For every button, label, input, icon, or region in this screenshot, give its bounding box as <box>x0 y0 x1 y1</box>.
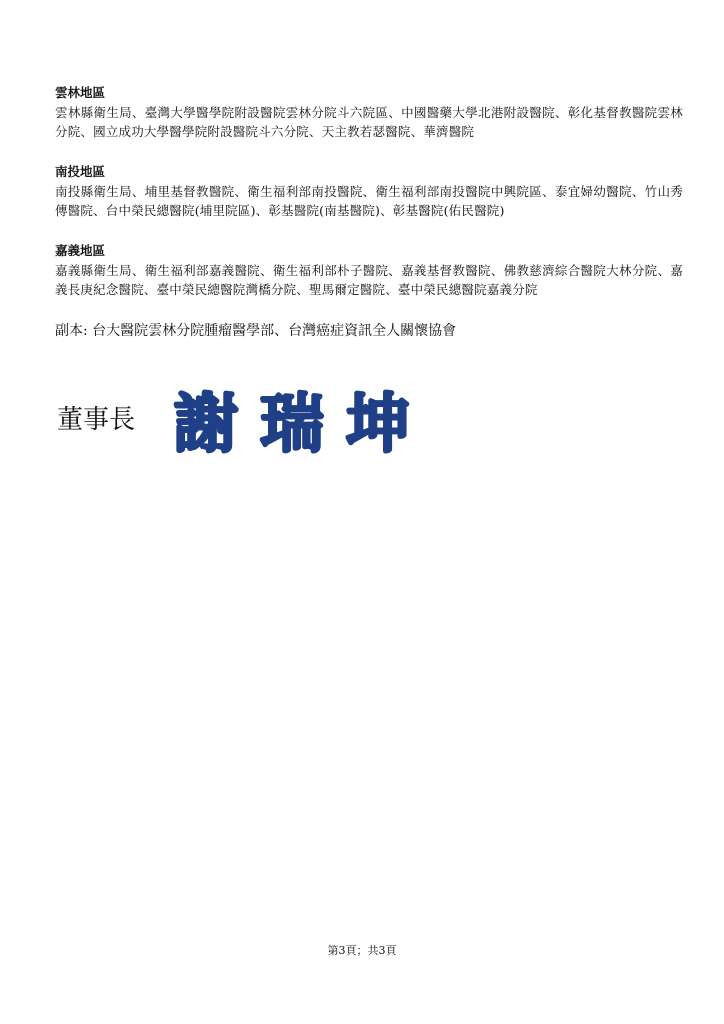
page-footer: 第3頁；共3頁 <box>327 944 397 957</box>
signature-seal-image <box>163 384 443 462</box>
region-title: 嘉義地區 <box>55 243 106 258</box>
recipient-list <box>55 84 683 341</box>
region-yunlin <box>55 84 683 141</box>
region-chiayi <box>55 242 683 299</box>
chairman-label: 董事長 <box>57 405 136 435</box>
signature-block <box>55 380 475 470</box>
region-body: 南投縣衛生局、埔里基督教醫院、衛生福利部南投醫院、衛生福利部南投醫院中興院區、泰宜婦幼醫院、竹山秀傳醫院、台中榮民總醫院(埔里院區)、彰基醫院(南基醫院)、彰基醫院(佑民醫院) <box>55 184 683 218</box>
region-body: 雲林縣衛生局、臺灣大學醫學院附設醫院雲林分院斗六院區、中國醫藥大學北港附設醫院、彰化基督教醫院雲林分院、國立成功大學醫學院附設醫院斗六分院、天主教若瑟醫院、華濟醫院 <box>55 105 683 139</box>
svg-text:謝瑞坤: 謝瑞坤 <box>174 387 432 462</box>
copy-recipients: 副本: 台大醫院雲林分院腫瘤醫學部、台灣癌症資訊全人關懷協會 <box>55 323 457 339</box>
region-title: 南投地區 <box>55 164 106 179</box>
region-body: 嘉義縣衛生局、衛生福利部嘉義醫院、衛生福利部朴子醫院、嘉義基督教醫院、佛教慈濟綜合醫院大林分院、嘉義長庚紀念醫院、臺中榮民總醫院灣橋分院、聖馬爾定醫院、臺中榮民總醫院嘉義分院 <box>55 263 683 297</box>
region-title: 雲林地區 <box>55 85 106 100</box>
region-nantou <box>55 163 683 220</box>
